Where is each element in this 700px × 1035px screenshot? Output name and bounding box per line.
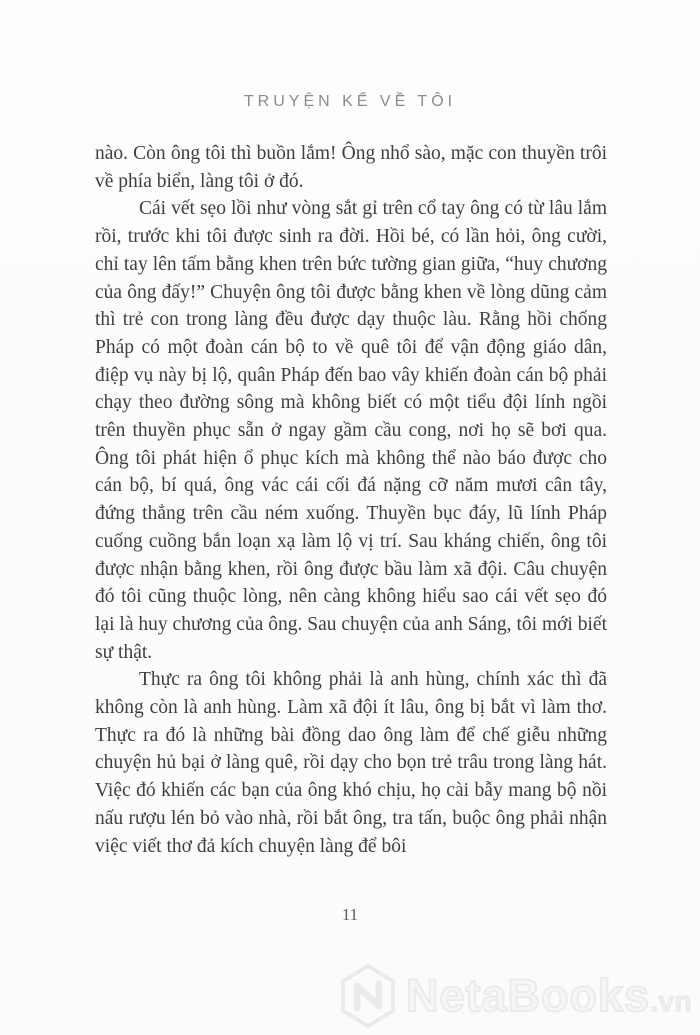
watermark-brand: NetaBooks bbox=[406, 970, 651, 1021]
body-text-block bbox=[95, 140, 607, 896]
watermark-text bbox=[406, 970, 692, 1022]
paragraph: Cái vết sẹo lồi như vòng sắt gỉ trên cổ tay ông có từ lâu lắm rồi, trước khi tôi được sinh ra đời. Hồi bé, có lần hỏi, ông cười, chỉ tay lên tấm bằng khen trên bức tường gian giữa, “huy chương của ông đấy!” Chuyện ông tôi được bằng khen về lòng dũng cảm thì trẻ con trong làng đều được dạy thuộc làu. Rằng hồi chống Pháp có một đoàn cán bộ to về quê tôi để vận động giáo dân, điệp vụ này bị lộ, quân Pháp đến bao vây khiến đoàn cán bộ phải chạy theo đường sông mà không biết có một tiểu đội lính ngồi trên thuyền phục sẵn ở ngay gầm cầu cong, nơi họ sẽ bơi qua. Ông tôi phát hiện ổ phục kích mà không thể nào báo được cho cán bộ, bí quá, ông vác cái cối đá nặng cỡ năm mươi cân tây, đứng thẳng trên cầu ném xuống. Thuyền bục đáy, lũ lính Pháp cuống cuồng bắn loạn xạ làm lộ vị trí. Sau kháng chiến, ông tôi được nhận bằng khen, rồi ông được bầu làm xã đội. Câu chuyện đó tôi cũng thuộc lòng, nên càng không hiểu sao cái vết sẹo đó lại là huy chương của ông. Sau chuyện của anh Sáng, tôi mới biết sự thật. bbox=[95, 198, 607, 663]
page-number: 11 bbox=[341, 905, 359, 924]
paragraph-continuation: nào. Còn ông tôi thì buồn lắm! Ông nhổ sào, mặc con thuyền trôi về phía biển, làng tôi ở đó. bbox=[95, 143, 607, 192]
paragraph: Thực ra ông tôi không phải là anh hùng, chính xác thì đã không còn là anh hùng. Làm xã đội ít lâu, ông bị bắt vì làm thơ. Thực ra đó là những bài đồng dao ông làm để chế giễu những chuyện hủ bại ở làng quê, rồi dạy cho bọn trẻ trâu trong làng hát. Việc đó khiến các bạn của ông khó chịu, họ cài bẫy mang bộ nồi nấu rượu lén bỏ vào nhà, rồi bắt ông, tra tấn, buộc ông phải nhận việc viết thơ đả kích chuyện làng để bôi bbox=[95, 669, 607, 857]
watermark-tld: .vn bbox=[650, 986, 692, 1018]
netabooks-watermark bbox=[340, 957, 692, 1035]
running-header: TRUYỆN KỂ VỀ TÔI bbox=[243, 93, 457, 110]
hexagon-n-logo-icon bbox=[340, 957, 396, 1035]
